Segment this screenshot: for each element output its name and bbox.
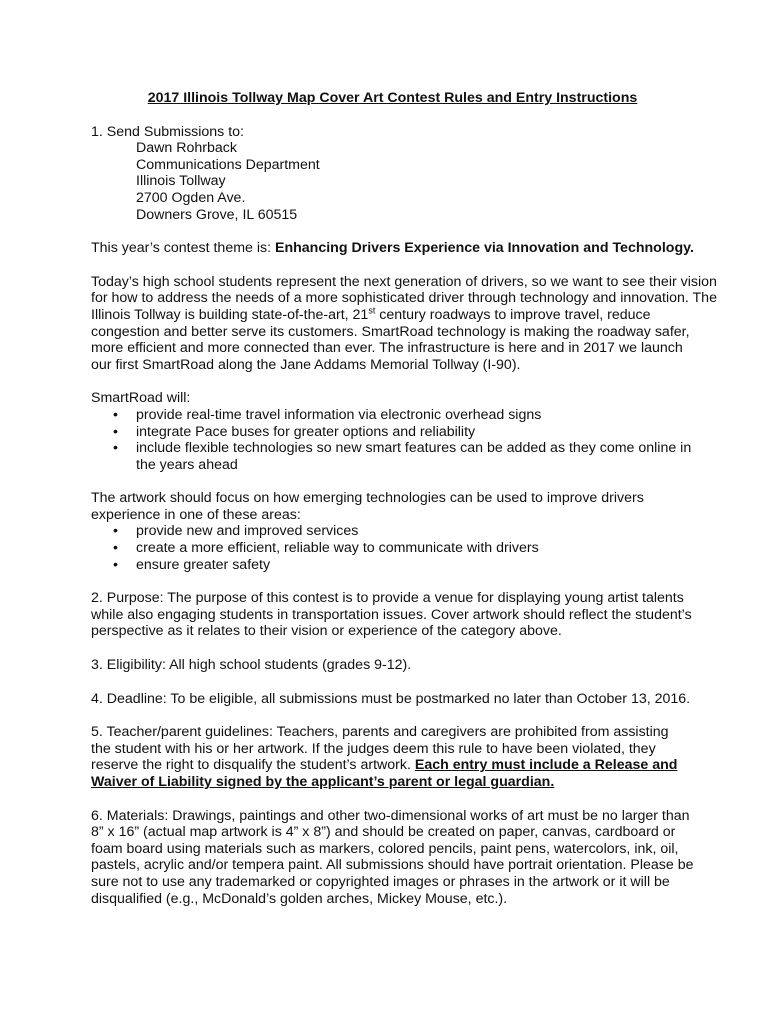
theme-paragraph — [91, 240, 694, 257]
list-item — [91, 407, 688, 424]
list-item — [91, 440, 692, 473]
materials-line: 8” x 16” (actual map artwork is 4” x 8”) and should be created on paper, canvas, cardboard or — [91, 824, 676, 841]
guidelines-line: the student with his or her artwork. If the judges deem this rule to have been violated, they — [91, 740, 656, 757]
deadline-line: 4. Deadline: To be eligible, all submissions must be postmarked no later than October 13, 2016. — [91, 690, 691, 707]
address-line: 2700 Ogden Ave. — [136, 189, 246, 206]
eligibility-line: 3. Eligibility: All high school students (grades 9-12). — [91, 657, 412, 674]
intro-text: Illinois Tollway is building state-of-the-art, 21 — [91, 306, 369, 323]
guidelines-line — [91, 774, 688, 791]
smartroad-list — [91, 406, 692, 473]
artwork-section — [91, 490, 688, 573]
send-heading: 1. Send Submissions to: — [91, 123, 244, 140]
theme-value: Enhancing Drivers Experience via Innovation and Technology. — [275, 240, 694, 257]
artwork-list — [91, 523, 688, 573]
artwork-line: The artwork should focus on how emerging technologies can be used to improve drivers — [91, 490, 644, 507]
intro-text: century roadways to improve travel, reduce — [375, 306, 651, 323]
theme-prefix: This year’s contest theme is: — [91, 240, 275, 257]
address-line: Illinois Tollway — [136, 173, 226, 190]
guidelines-text: reserve the right to disqualify the student’s artwork. — [91, 757, 415, 774]
list-item — [91, 557, 688, 574]
guidelines-line: 5. Teacher/parent guidelines: Teachers, parents and caregivers are prohibited from assisting — [91, 724, 669, 741]
materials-line: disqualified (e.g., McDonald’s golden arches, Mickey Mouse, etc.). — [91, 890, 508, 907]
smartroad-heading: SmartRoad will: — [91, 390, 191, 407]
theme-line — [91, 240, 694, 257]
materials-line: 6. Materials: Drawings, paintings and other two-dimensional works of art must be no larger than — [91, 807, 690, 824]
intro-line: our first SmartRoad along the Jane Addams Memorial Tollway (I-90). — [91, 356, 521, 373]
materials-line: pastels, acrylic and/or tempera paint. All submissions should have portrait orientation. Please be — [91, 857, 694, 874]
bullet-icon: • — [113, 440, 118, 457]
purpose-line: perspective as it relates to their vision or experience of the category above. — [91, 623, 562, 640]
intro-line: for how to address the needs of a more sophisticated driver through technology and innovation. The — [91, 290, 717, 307]
send-submissions-section — [91, 124, 688, 224]
list-item — [91, 540, 688, 557]
list-item-text: provide new and improved services — [136, 523, 359, 540]
release-requirement: Each entry must include a Release and — [414, 757, 678, 774]
bullet-icon: • — [113, 523, 118, 540]
purpose-line: while also engaging students in transportation issues. Cover artwork should reflect the student’s — [91, 606, 692, 623]
bullet-icon: • — [113, 423, 118, 440]
list-item-text: create a more efficient, reliable way to communicate with drivers — [136, 540, 539, 557]
eligibility-paragraph — [91, 657, 688, 674]
purpose-paragraph — [91, 590, 692, 640]
intro-line: more efficient and more connected than ever. The infrastructure is here and in 2017 we launch — [91, 340, 683, 357]
list-item-text: ensure greater safety — [136, 556, 271, 573]
guidelines-paragraph — [91, 724, 688, 790]
list-item-text: provide real-time travel information via electronic overhead signs — [136, 406, 542, 423]
intro-line: Today’s high school students represent the next generation of drivers, so we want to see their vision — [91, 273, 717, 290]
address-line: Dawn Rohrback — [136, 140, 237, 157]
address-line: Downers Grove, IL 60515 — [136, 206, 298, 223]
list-item — [91, 424, 688, 441]
materials-line: sure not to use any trademarked or copyrighted images or phrases in the artwork or it will be — [91, 873, 670, 890]
document-title: 2017 Illinois Tollway Map Cover Art Contest Rules and Entry Instructions — [147, 90, 638, 106]
materials-paragraph — [91, 807, 694, 908]
superscript: st — [368, 305, 376, 316]
list-item-text: the years ahead — [136, 456, 238, 473]
list-item-text: integrate Pace buses for greater options and reliability — [136, 423, 476, 440]
purpose-line: 2. Purpose: The purpose of this contest is to provide a venue for displaying young artist talents — [91, 590, 684, 607]
deadline-paragraph — [91, 690, 691, 708]
bullet-icon: • — [113, 556, 118, 573]
list-item — [91, 523, 688, 540]
guidelines-line — [91, 757, 688, 774]
bullet-icon: • — [113, 540, 118, 557]
intro-paragraph — [91, 273, 717, 374]
mailing-address — [91, 140, 688, 223]
artwork-line: experience in one of these areas: — [91, 506, 301, 523]
release-requirement: Waiver of Liability signed by the applicant’s parent or legal guardian. — [91, 774, 555, 790]
bullet-icon: • — [113, 406, 118, 423]
address-line: Communications Department — [136, 156, 320, 173]
intro-line: congestion and better serve its customers. SmartRoad technology is making the roadway safer, — [91, 323, 690, 340]
list-item-text: include flexible technologies so new smart features can be added as they come online in — [136, 440, 692, 457]
intro-line — [91, 307, 688, 324]
materials-line: foam board using materials such as markers, colored pencils, paint pens, watercolors, ink, oil, — [91, 840, 679, 857]
smartroad-section — [91, 390, 692, 473]
